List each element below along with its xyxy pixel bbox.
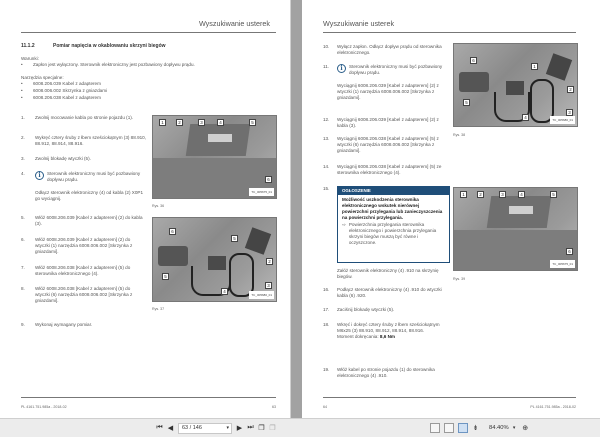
- step-11: 11. i Sterownik elektroniczny musi być pozbawiony dopływu prądu. Wyciągnij 6008.206.039 [Kabel z adapterem] (2) z wtyczki (1) narzędzia 6008.006.002 [Skrzynka z gniazdami].: [323, 64, 451, 101]
- step-1: 1. Zwolnij mocowanie kabla po stronie pojazdu (1).: [21, 115, 134, 120]
- figure-caption: Rys. 38: [453, 133, 466, 137]
- footer-doc-number: PL 4161.751.985a - 2018-02: [21, 405, 67, 409]
- callout-4: 4: [522, 114, 529, 121]
- running-head: Wyszukiwanie usterek: [198, 19, 270, 28]
- footer-page-number: 63: [272, 405, 276, 409]
- label-plate: [208, 134, 232, 142]
- zoom-level[interactable]: 84.40%: [489, 425, 509, 431]
- copy-page-icon[interactable]: ❐: [258, 425, 265, 432]
- step-6: 6. Włóż 6008.206.039 [Kabel z adapterem] (2) do wtyczki (1) narzędzia 6008.006.002 [Skrzynka z gniazdami].: [21, 237, 133, 254]
- step-7: 7. Włóż 6008.206.038 [Kabel z adapterem] (5) do sterownika elektronicznego (4).: [21, 265, 131, 276]
- callout-1: 1: [460, 191, 467, 198]
- step-15-text: Załóż sterownik elektroniczny (4) .910 na skrzynię biegów.: [337, 268, 439, 279]
- zoom-in-icon[interactable]: ⊕: [522, 425, 529, 432]
- notice-header: OGŁOSZENIE: [338, 187, 449, 195]
- step-15-number: 15.: [323, 186, 330, 191]
- step-9: 9. Wykonaj wymagany pomiar.: [21, 322, 93, 327]
- figure-code: TC_005675_01: [251, 190, 272, 194]
- step-12: 12. Wyciągnij 6008.206.039 [Kabel z adapterem] (2) z kabla (3).: [323, 117, 439, 128]
- connector: [546, 53, 572, 81]
- next-page-button[interactable]: ▶: [236, 425, 243, 432]
- footer-rule: [21, 397, 276, 398]
- chevron-down-icon[interactable]: ▾: [226, 425, 229, 431]
- header-rule: [323, 32, 576, 33]
- footer-rule: [323, 397, 576, 398]
- callout-3: 3: [566, 109, 573, 116]
- last-page-button[interactable]: ⏭: [247, 424, 254, 431]
- callout-5: 5: [550, 191, 557, 198]
- step-4: 4. i Sterownik elektroniczny musi być pozbawiony dopływu prądu. Odłącz sterownik elektroniczny (4) od kabla (2) X0P1 go wyciągnij.: [21, 171, 146, 202]
- arrow-icon: ⇨: [342, 222, 346, 227]
- single-page-view-button[interactable]: [430, 423, 440, 433]
- callout-5b: 5: [162, 273, 169, 280]
- two-page-view-button[interactable]: [458, 423, 468, 433]
- callout-6: 6: [566, 248, 573, 255]
- step-19: 19. Włóż kabel po stronie pojazdu (1) do sterownika elektronicznego (4) .910.: [323, 367, 435, 378]
- step-13: 13. Wyciągnij 6008.206.038 [Kabel z adapterem] (5) z wtyczki (6) narzędzia 6008.006.002 [Skrzynka z gniazdami].: [323, 136, 439, 153]
- connector: [245, 227, 271, 255]
- previous-page-button[interactable]: ◀: [167, 425, 174, 432]
- step-5: 5. Włóż 6008.206.039 [Kabel z adapterem] (2) do kabla (3).: [21, 215, 143, 226]
- page-gutter: [291, 0, 302, 418]
- figure-code: TC_005680_01: [251, 293, 272, 297]
- callout-5: 5: [249, 119, 256, 126]
- step-10: 10. Wyłącz zapłon. Odłącz dopływ prądu od sterownika elektronicznego.: [323, 44, 442, 55]
- tool-item: • 6008.206.039 Kabel z adapterem: [21, 81, 101, 86]
- info-icon: i: [337, 64, 346, 73]
- step-14: 14. Wyciągnij 6008.206.038 [Kabel z adapterem] (5) ze sterownika elektronicznego (4).: [323, 164, 442, 175]
- figure-caption: Rys. 36: [152, 204, 165, 208]
- continuous-view-button[interactable]: [444, 423, 454, 433]
- torque-spec: Moment dokręcania: 8,6 Nm: [337, 334, 395, 339]
- control-unit-shape: [158, 246, 188, 266]
- running-head: Wyszukiwanie usterek: [323, 19, 395, 28]
- callout-4: 4: [221, 288, 228, 295]
- figure-caption: Rys. 39: [453, 277, 466, 281]
- callout-6: 6: [265, 176, 272, 183]
- callout-5: 5: [463, 99, 470, 106]
- info-icon: i: [35, 171, 44, 180]
- step-2: 2. Wykręć cztery śruby z łbem sześciokątnym (3) 88.910, 88.912, 88.914, 88.916.: [21, 135, 147, 146]
- callout-4: 4: [518, 191, 525, 198]
- callout-4: 4: [217, 119, 224, 126]
- info-note: i Sterownik elektroniczny musi być pozbawiony dopływu prądu.: [337, 64, 451, 76]
- figure-code: TC_005675_01: [552, 262, 573, 266]
- notice-warning-text: Możliwość uszkodzenia sterownika elektronicznego wskutek nierównej powierzchni przylegania lub zanieczyszczenia na powierzchni przylegania.: [342, 197, 443, 220]
- callout-2: 2: [266, 258, 273, 265]
- step-16: 16. Podłącz sterownik elektroniczny (4) .910 do wtyczki kabla (6) .920.: [323, 287, 442, 298]
- control-unit-shape: [459, 72, 489, 92]
- step-3: 3. Zwolnij blokadę wtyczki (5).: [21, 156, 91, 161]
- tool-item: • 6008.206.038 Kabel z adapterem: [21, 95, 101, 100]
- tool-item: • 6008.006.002 Skrzynka z gniazdami: [21, 88, 108, 93]
- notice-item: ⇨ Powierzchnia przylegania sterownika elektronicznego i powierzchnia przylegania skrzyni biegów muszą być równe i oczyszczone.: [342, 222, 437, 245]
- callout-2: 2: [477, 191, 484, 198]
- callout-1: 1: [531, 63, 538, 70]
- info-note: i Sterownik elektroniczny musi być pozbawiony dopływu prądu.: [35, 171, 146, 183]
- conditions-label: Warunki:: [21, 56, 39, 61]
- callout-5: 5: [231, 235, 238, 242]
- callout-6: 6: [470, 57, 477, 64]
- section-title: Pomiar napięcia w okablowaniu skrzyni biegów: [53, 43, 166, 49]
- tools-block: [21, 75, 271, 102]
- callout-3: 3: [265, 282, 272, 289]
- step-17: 17. Zaciśnij blokadę wtyczki (5).: [323, 307, 395, 312]
- notice-box: [337, 186, 450, 263]
- callout-1: 1: [159, 119, 166, 126]
- figure-rys-37: [152, 217, 277, 302]
- condition-item: • Zapłon jest wyłączony. Sterownik elektroniczny jest pozbawiony dopływu prądu.: [21, 62, 195, 67]
- document-page-63: [0, 0, 291, 418]
- document-page-64: [302, 0, 600, 418]
- callout-3: 3: [499, 191, 506, 198]
- label-plate: [509, 206, 533, 214]
- first-page-button[interactable]: ⏮: [156, 424, 163, 431]
- page-number-input[interactable]: 63 / 146 ▾: [178, 423, 232, 434]
- paste-page-icon[interactable]: ❐: [269, 425, 276, 432]
- callout-2: 2: [567, 86, 574, 93]
- section-number: 11.1.2: [21, 43, 35, 49]
- header-rule: [21, 32, 276, 33]
- callout-6: 6: [169, 228, 176, 235]
- figure-rys-36: [152, 115, 277, 199]
- scroll-view-button[interactable]: ⇟: [472, 425, 479, 432]
- figure-rys-38: [453, 43, 578, 127]
- tools-label: Narzędzia specjalne:: [21, 75, 64, 80]
- figure-rys-39: [453, 187, 578, 271]
- zoom-dropdown-icon[interactable]: ▾: [512, 425, 516, 431]
- footer-page-number: 64: [323, 405, 327, 409]
- callout-2: 2: [176, 119, 183, 126]
- callout-3: 3: [198, 119, 205, 126]
- figure-caption: Rys. 37: [152, 307, 165, 311]
- step-8: 8. Włóż 6008.206.038 [Kabel z adapterem] (5) do wtyczki (6) narzędzia 6008.006.002 [Skrzynka z gniazdami].: [21, 286, 133, 303]
- conditions-block: [21, 56, 271, 69]
- footer-doc-number: PL 4161.751.985a - 2018-02: [530, 405, 576, 409]
- navigation-toolbar: [0, 418, 600, 437]
- figure-code: TC_005680_01: [552, 118, 573, 122]
- step-18: 18. Wkręć i dokręć cztery śruby z łbem sześciokątnym M6x25 (3) 88.910, 88.912, 88.914, 88.916. Moment dokręcania: 8,6 Nm: [323, 322, 451, 340]
